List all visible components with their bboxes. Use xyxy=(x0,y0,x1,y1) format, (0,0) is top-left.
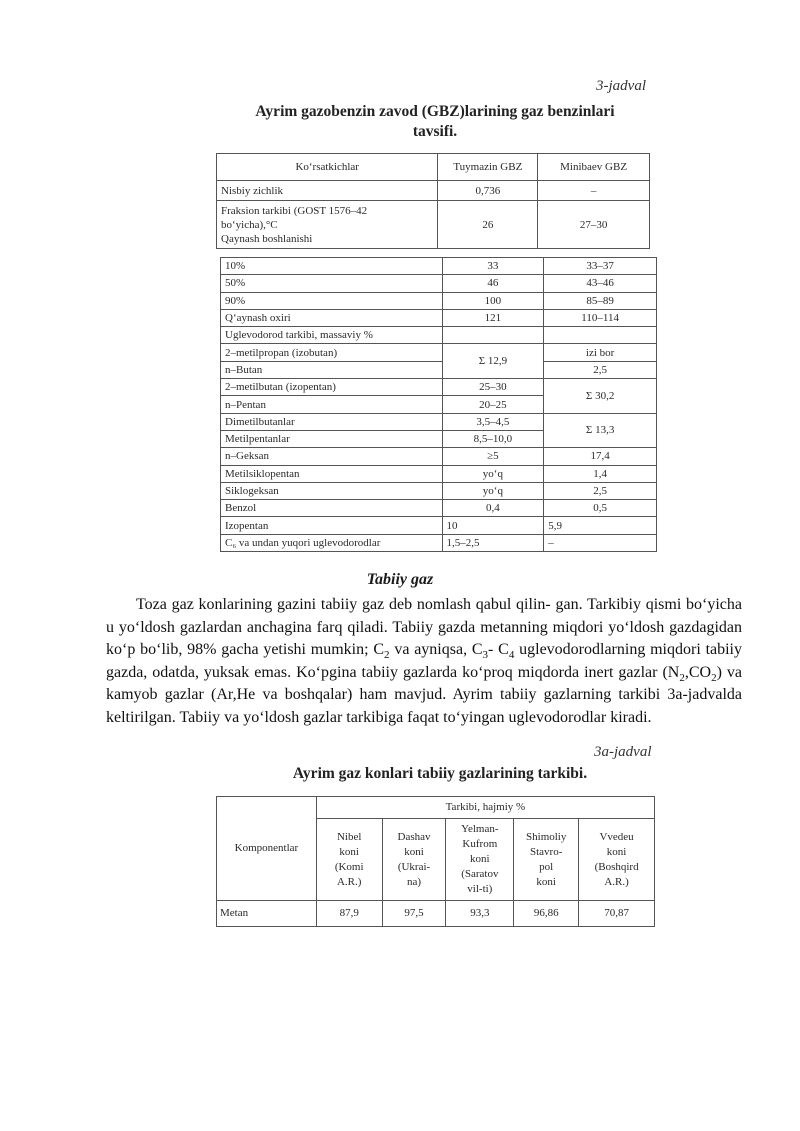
row-label: Uglevodorod tarkibi, massaviy % xyxy=(221,327,443,344)
cell-value: izi bor xyxy=(544,344,657,361)
row-label-line xyxy=(221,204,433,218)
cell-value: 25–30 xyxy=(442,379,544,396)
column-header-line: vil-ti) xyxy=(467,883,493,895)
text-run: Toza gaz konlarining gazini tabiiy gaz deb nomlash qabul qilin- gan. Tarkibiy qismi bo‘yicha u yo‘ldosh gazlardan anchagina farq qiladi. Tabiiy gazda metanning miqdori yo‘ldosh gazdagidan ko‘p bo‘lib, 98% gacha yetishi mumkin; C xyxy=(106,596,742,659)
subscript: 4 xyxy=(508,649,515,662)
column-header-line: Stavro- xyxy=(529,845,563,858)
column-header-line: na) xyxy=(406,875,422,888)
table-row xyxy=(217,901,655,927)
cell-value: 33 xyxy=(442,258,544,275)
text-run: va ayniqsa, C xyxy=(389,641,483,659)
header-minibaev: Minibaev GBZ xyxy=(538,154,650,181)
table-row xyxy=(221,517,657,534)
table-row xyxy=(221,327,657,344)
table-row xyxy=(221,361,657,378)
cell-value: 93,3 xyxy=(446,901,514,927)
row-label: Q‘aynash oxiri xyxy=(221,309,443,326)
cell-value: 8,5–10,0 xyxy=(442,430,544,447)
table-row xyxy=(221,292,657,309)
row-label: n–Butan xyxy=(221,361,443,378)
row-label: Siklogeksan xyxy=(221,482,443,499)
row-label: 90% xyxy=(221,292,443,309)
column-header-line: (Komi xyxy=(334,860,364,873)
column-header-line: Nibel xyxy=(336,830,362,843)
table3-top xyxy=(216,153,650,249)
row-label: 2–metilpropan (izobutan) xyxy=(221,344,443,361)
table3-title xyxy=(200,102,670,142)
table-row xyxy=(221,275,657,292)
cell-value: 33–37 xyxy=(544,258,657,275)
cell-value: 121 xyxy=(442,309,544,326)
column-header-line: koni xyxy=(470,853,490,865)
row-label: Dimetilbutanlar xyxy=(221,413,443,430)
text-run: ,CO xyxy=(684,663,712,681)
cell-value: 97,5 xyxy=(382,901,446,927)
row-label: Izopentan xyxy=(221,517,443,534)
column-header xyxy=(579,819,655,901)
table-row xyxy=(221,309,657,326)
text-run: uglevodorodlarning miqdori tabiiy gazda, odatda, yuksak emas. Ko‘pgina tabiiy gazlarda ko‘proq miqdorda inert gazlar (N xyxy=(106,641,743,681)
column-header-line: A.R.) xyxy=(604,875,629,888)
subscript: 2 xyxy=(384,649,390,662)
table3-title-line1: Ayrim gazobenzin zavod (GBZ)larining gaz benzinlari xyxy=(255,103,615,120)
cell-value: 26 xyxy=(438,201,538,249)
cell-value: 2,5 xyxy=(544,482,657,499)
header-komponentlar: Komponentlar xyxy=(217,797,317,901)
table3-title-line2: tavsifi. xyxy=(412,123,458,140)
cell-value: 5,9 xyxy=(544,517,657,534)
cell-value: – xyxy=(544,534,657,551)
column-header-line: koni xyxy=(339,845,359,858)
column-header xyxy=(446,819,514,901)
cell-value xyxy=(442,327,544,344)
column-header-line: Vvedeu xyxy=(599,830,634,843)
cell-value: yo‘q xyxy=(442,465,544,482)
cell-value: Σ 12,9 xyxy=(442,344,544,379)
cell-value: yo‘q xyxy=(442,482,544,499)
row-label xyxy=(217,201,438,249)
subscript: 2 xyxy=(711,671,717,684)
table3a-title: Ayrim gaz konlari tabiiy gazlarining tarkibi. xyxy=(292,765,588,782)
cell-value: 1,4 xyxy=(544,465,657,482)
cell-value: 85–89 xyxy=(544,292,657,309)
row-label: 2–metilbutan (izopentan) xyxy=(221,379,443,396)
cell-value: 110–114 xyxy=(544,309,657,326)
column-header xyxy=(316,819,382,901)
table-row xyxy=(221,534,657,551)
table3-main xyxy=(220,257,657,552)
text-run: - C xyxy=(488,641,509,659)
cell-value: 0,736 xyxy=(438,181,538,201)
column-header-line: A.R.) xyxy=(336,875,362,888)
row-label: C₆ va undan yuqori uglevodorodlar xyxy=(221,534,443,551)
row-label-line: bo‘yicha),°C xyxy=(221,218,278,231)
cell-value: Σ 30,2 xyxy=(544,379,657,414)
row-label: n–Geksan xyxy=(221,448,443,465)
subscript: 3 xyxy=(482,649,489,662)
column-header xyxy=(382,819,446,901)
row-label: 50% xyxy=(221,275,443,292)
column-header-line: Kufrom xyxy=(462,838,498,850)
cell-value: 10 xyxy=(442,517,544,534)
row-label: 10% xyxy=(221,258,443,275)
row-label: Benzol xyxy=(221,500,443,517)
table-row xyxy=(221,344,657,361)
table-row xyxy=(221,500,657,517)
table-row xyxy=(221,482,657,499)
row-label: Metan xyxy=(217,901,317,927)
column-header-line: koni xyxy=(404,845,424,858)
row-label: Nisbiy zichlik xyxy=(217,181,438,201)
table-row xyxy=(217,797,655,819)
column-header-line: (Saratov xyxy=(461,868,499,880)
cell-value: 0,4 xyxy=(442,500,544,517)
column-header-line: Yelman- xyxy=(461,823,499,835)
section-heading: Tabiiy gaz xyxy=(366,571,434,588)
table-row xyxy=(217,154,650,181)
row-label: Metilsiklopentan xyxy=(221,465,443,482)
cell-value: ≥5 xyxy=(442,448,544,465)
header-korsatkichlar: Ko‘rsatkichlar xyxy=(217,154,438,181)
subscript: 2 xyxy=(679,671,685,684)
column-header-line: (Ukrai- xyxy=(397,860,431,873)
cell-value: 43–46 xyxy=(544,275,657,292)
cell-value: 87,9 xyxy=(316,901,382,927)
row-label: n–Pentan xyxy=(221,396,443,413)
column-header-line: koni xyxy=(606,845,627,858)
cell-value: – xyxy=(538,181,650,201)
table-row xyxy=(217,201,650,249)
row-label-text: Fraksion tarkibi (GOST 1576–42 xyxy=(221,204,368,217)
row-label-line: Qaynash boshlanishi xyxy=(221,232,313,245)
column-header xyxy=(514,819,579,901)
table-row xyxy=(221,413,657,430)
cell-value: 100 xyxy=(442,292,544,309)
table3-label: 3-jadval xyxy=(596,78,646,94)
table3a-label: 3a-jadval xyxy=(594,744,652,760)
header-tarkibi: Tarkibi, hajmiy % xyxy=(316,797,654,819)
table3a xyxy=(216,796,655,927)
cell-value: 96,86 xyxy=(514,901,579,927)
cell-value: 27–30 xyxy=(538,201,650,249)
column-header-line: Shimoliy xyxy=(526,830,567,843)
table-row xyxy=(221,448,657,465)
body-paragraph xyxy=(106,594,742,730)
cell-value: 2,5 xyxy=(544,361,657,378)
column-header-line: (Boshqird xyxy=(594,860,639,873)
cell-value: 1,5–2,5 xyxy=(442,534,544,551)
cell-value: 46 xyxy=(442,275,544,292)
row-label: Metilpentanlar xyxy=(221,430,443,447)
text-run: ) va kamyob gazlar (Ar,He va boshqalar) ham mavjud. Ayrim tabiiy gazlarning tarkibi 3a-jadvalda keltirilgan. Tabiiy va yo‘ldosh gazlar tarkibiga faqat to‘yingan uglevodorodlar kiradi. xyxy=(106,663,742,726)
cell-value: 70,87 xyxy=(579,901,655,927)
cell-value: 20–25 xyxy=(442,396,544,413)
cell-value: 0,5 xyxy=(544,500,657,517)
table-row xyxy=(217,181,650,201)
cell-value xyxy=(544,327,657,344)
table-row xyxy=(221,258,657,275)
column-header-line: Dashav xyxy=(397,830,431,843)
header-tuymazin: Tuymazin GBZ xyxy=(438,154,538,181)
cell-value: 3,5–4,5 xyxy=(442,413,544,430)
table-row xyxy=(221,379,657,396)
column-header-line: koni xyxy=(536,875,556,888)
cell-value: Σ 13,3 xyxy=(544,413,657,448)
column-header-line: pol xyxy=(539,860,554,873)
cell-value: 17,4 xyxy=(544,448,657,465)
table-row xyxy=(221,465,657,482)
